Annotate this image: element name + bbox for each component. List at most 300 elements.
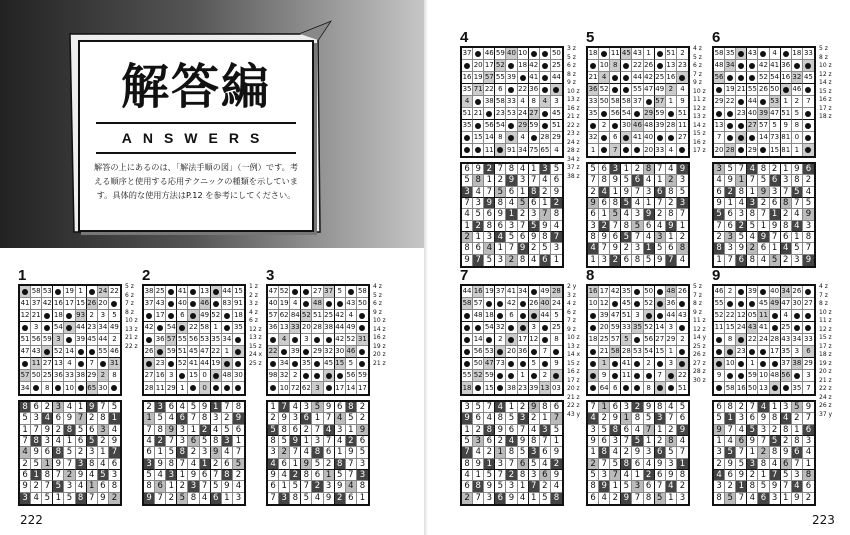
- answer-cell: 9: [76, 470, 87, 481]
- given-dot: [716, 337, 722, 343]
- given-dot: [44, 349, 50, 355]
- order-cell: 25: [599, 334, 610, 346]
- order-cell: 42: [758, 60, 769, 72]
- answer-cell: 8: [770, 447, 781, 458]
- puzzle-number: 6: [712, 29, 721, 46]
- order-cell: [621, 72, 632, 84]
- order-cell: 45: [87, 334, 98, 346]
- answer-cell: 5: [484, 255, 495, 266]
- technique-label: 16 z: [819, 96, 832, 103]
- given-dot: [508, 87, 514, 93]
- order-cell: [725, 370, 736, 382]
- answer-cell: 3: [770, 187, 781, 198]
- order-cell: 43: [677, 310, 688, 322]
- given-dot: [623, 63, 629, 69]
- page-number-left: 222: [20, 513, 43, 527]
- order-cell: [677, 144, 688, 156]
- order-cell: 53: [484, 346, 495, 358]
- technique-label: 12 z: [819, 325, 832, 333]
- answer-cell: 5: [655, 243, 666, 254]
- order-cell: 41: [621, 358, 632, 370]
- answer-cell: 4: [518, 164, 529, 175]
- answer-cell: 1: [20, 425, 31, 436]
- order-cell: [518, 310, 529, 322]
- answer-cell: 1: [335, 447, 346, 458]
- answer-cell: 8: [540, 402, 551, 413]
- given-dot: [783, 51, 789, 57]
- answer-cell: 4: [599, 493, 610, 504]
- order-cell: 3: [792, 346, 803, 358]
- answer-cell: 3: [792, 255, 803, 266]
- answer-cell: 3: [98, 425, 109, 436]
- answer-cell: 1: [599, 402, 610, 413]
- given-dot: [772, 361, 778, 367]
- answer-cell: 8: [599, 447, 610, 458]
- answer-cell: 1: [551, 436, 562, 447]
- solving-order-grid: [712, 46, 816, 158]
- order-cell: [621, 132, 632, 144]
- answer-cell: 3: [770, 493, 781, 504]
- order-cell: 11: [155, 382, 166, 394]
- order-cell: [64, 334, 75, 346]
- order-cell: 7: [806, 383, 811, 392]
- answer-cell: 1: [211, 402, 222, 413]
- answer-cell: 9: [144, 493, 155, 504]
- given-dot: [303, 289, 309, 295]
- order-cell: [736, 72, 747, 84]
- given-dot: [531, 373, 537, 379]
- order-cell: [621, 60, 632, 72]
- answer-cell: 5: [792, 243, 803, 254]
- order-cell: 0: [792, 132, 803, 144]
- order-cell: [758, 358, 769, 370]
- order-cell: 22: [632, 60, 643, 72]
- given-dot: [235, 349, 241, 355]
- given-dot: [190, 289, 196, 295]
- given-dot: [760, 51, 766, 57]
- order-cell: 0: [200, 370, 211, 382]
- given-dot: [359, 325, 365, 331]
- answer-cell: 1: [677, 221, 688, 232]
- answer-cell: 4: [200, 493, 211, 504]
- answer-cell: 5: [473, 402, 484, 413]
- answer-cell: 9: [506, 493, 517, 504]
- order-cell: 19: [725, 84, 736, 96]
- answer-cell: 5: [792, 187, 803, 198]
- technique-label: 15 z: [567, 359, 580, 367]
- technique-label: 10 z: [567, 87, 580, 95]
- order-cell: 15: [335, 358, 346, 370]
- order-cell: 9: [714, 370, 725, 382]
- given-dot: [805, 147, 811, 153]
- order-cell: 40: [747, 108, 758, 120]
- order-cell: 2: [677, 334, 688, 346]
- given-dot: [738, 337, 744, 343]
- order-cell: [803, 108, 814, 120]
- order-cell: 11: [758, 310, 769, 322]
- given-dot: [634, 111, 640, 117]
- answer-cell: 2: [518, 402, 529, 413]
- order-cell: 73: [770, 132, 781, 144]
- order-cell: 22: [725, 96, 736, 108]
- answer-cell: 5: [357, 447, 368, 458]
- order-cell: 37: [31, 298, 42, 310]
- answer-cell: 4: [335, 413, 346, 424]
- answer-cell: 5: [714, 413, 725, 424]
- answer-cell: 8: [166, 459, 177, 470]
- answer-cell: 4: [792, 221, 803, 232]
- answer-cell: 2: [155, 436, 166, 447]
- answer-cell: 6: [268, 481, 279, 492]
- order-cell: 38: [76, 370, 87, 382]
- order-cell: 56: [610, 108, 621, 120]
- order-cell: [155, 346, 166, 358]
- order-cell: 32: [279, 370, 290, 382]
- answer-cell: 1: [188, 425, 199, 436]
- order-cell: [268, 382, 279, 394]
- answer-cell: 2: [188, 447, 199, 458]
- order-cell: 26: [792, 286, 803, 298]
- answer-cell: 4: [621, 470, 632, 481]
- answer-grid: [460, 400, 564, 506]
- given-dot: [520, 361, 526, 367]
- order-cell: [666, 132, 677, 144]
- answer-cell: 7: [506, 459, 517, 470]
- order-cell: 8: [42, 382, 53, 394]
- order-cell: 3: [529, 322, 540, 334]
- answer-cell: 2: [666, 425, 677, 436]
- technique-label: 7 z: [819, 291, 828, 299]
- order-cell: 45: [621, 298, 632, 310]
- answer-cell: 7: [781, 187, 792, 198]
- answer-cell: 2: [803, 175, 814, 186]
- order-cell: 25: [781, 322, 792, 334]
- puzzle-number: 5: [586, 29, 595, 46]
- order-cell: [495, 370, 506, 382]
- answer-cell: 9: [803, 255, 814, 266]
- order-cell: 58: [462, 298, 473, 310]
- answer-cell: 4: [588, 413, 599, 424]
- answer-cell: 3: [714, 447, 725, 458]
- order-cell: 52: [177, 358, 188, 370]
- answer-cell: 7: [144, 425, 155, 436]
- technique-label: 7 z: [693, 70, 702, 78]
- order-cell: [473, 96, 484, 108]
- technique-label: 26 z: [819, 402, 832, 409]
- answer-cell: 4: [621, 209, 632, 220]
- given-dot: [224, 325, 230, 331]
- order-cell: 84: [290, 310, 301, 322]
- answer-cell: 7: [268, 493, 279, 504]
- order-cell: 35: [588, 108, 599, 120]
- technique-label: 17 z: [819, 104, 832, 112]
- order-cell: 22: [518, 84, 529, 96]
- answer-cell: 7: [714, 221, 725, 232]
- order-cell: [462, 322, 473, 334]
- order-cell: 39: [758, 108, 769, 120]
- order-cell: [290, 358, 301, 370]
- order-cell: 30: [233, 370, 244, 382]
- order-cell: 3: [666, 322, 677, 334]
- technique-label: 16 z: [373, 334, 386, 341]
- answer-cell: 4: [792, 481, 803, 492]
- answer-cell: 3: [109, 470, 120, 481]
- title-rule-top: [96, 122, 296, 124]
- answer-cell: 4: [462, 209, 473, 220]
- answer-cell: 2: [666, 175, 677, 186]
- answer-cell: 3: [484, 493, 495, 504]
- order-cell: 27: [42, 358, 53, 370]
- answer-cell: 1: [177, 470, 188, 481]
- order-cell: 44: [462, 286, 473, 298]
- order-cell: 3: [31, 322, 42, 334]
- order-cell: 57: [484, 72, 495, 84]
- answer-cell: 6: [484, 209, 495, 220]
- answer-cell: 2: [346, 436, 357, 447]
- order-cell: [312, 370, 323, 382]
- given-dot: [44, 325, 50, 331]
- answer-cell: 4: [335, 436, 346, 447]
- answer-cell: 6: [599, 164, 610, 175]
- answer-cell: 2: [655, 209, 666, 220]
- order-cell: 50: [599, 96, 610, 108]
- order-cell: 37: [632, 96, 643, 108]
- answer-cell: 7: [53, 470, 64, 481]
- answer-cell: 3: [144, 459, 155, 470]
- given-dot: [749, 301, 755, 307]
- answer-cell: 6: [644, 221, 655, 232]
- answer-cell: 6: [803, 164, 814, 175]
- answer-cell: 5: [53, 481, 64, 492]
- given-dot: [100, 361, 106, 367]
- order-cell: 28: [144, 382, 155, 394]
- answer-cell: 8: [473, 481, 484, 492]
- order-cell: [279, 346, 290, 358]
- given-dot: [738, 361, 744, 367]
- answer-cell: 1: [324, 470, 335, 481]
- given-dot: [497, 301, 503, 307]
- answer-cell: 3: [655, 232, 666, 243]
- given-dot: [337, 301, 343, 307]
- order-cell: 8: [610, 60, 621, 72]
- order-cell: 23: [155, 358, 166, 370]
- order-cell: [473, 382, 484, 394]
- given-dot: [634, 147, 640, 153]
- order-cell: 51: [677, 383, 687, 392]
- given-dot: [590, 313, 596, 319]
- order-cell: 4: [599, 72, 610, 84]
- answer-cell: 9: [803, 402, 814, 413]
- answer-cell: 7: [736, 447, 747, 458]
- answer-cell: 3: [20, 493, 31, 504]
- answer-cell: 2: [200, 425, 211, 436]
- given-dot: [738, 301, 744, 307]
- order-cell: 51: [20, 334, 31, 346]
- order-cell: 39: [747, 286, 758, 298]
- order-cell: 53: [770, 96, 781, 108]
- answer-cell: 5: [725, 493, 736, 504]
- order-cell: 34: [725, 60, 736, 72]
- given-dot: [179, 373, 185, 379]
- given-dot: [783, 385, 789, 391]
- order-cell: [803, 286, 814, 298]
- order-cell: 33: [803, 334, 814, 346]
- given-dot: [760, 349, 766, 355]
- order-cell: 55: [632, 84, 643, 96]
- order-cell: 25: [324, 310, 335, 322]
- order-cell: 5: [335, 286, 346, 298]
- answer-cell: 4: [551, 221, 562, 232]
- answer-cell: 3: [529, 447, 540, 458]
- answer-cell: 4: [188, 459, 199, 470]
- answer-cell: 2: [268, 413, 279, 424]
- technique-label: 18 z: [819, 351, 832, 358]
- order-cell: 47: [610, 310, 621, 322]
- order-cell: 27: [144, 370, 155, 382]
- technique-label: 7 z: [125, 300, 134, 307]
- answer-cell: 9: [540, 221, 551, 232]
- answer-cell: 2: [312, 481, 323, 492]
- order-cell: [736, 120, 747, 132]
- order-cell: 1: [781, 96, 792, 108]
- answer-cell: 4: [473, 187, 484, 198]
- order-cell: 18: [484, 310, 495, 322]
- order-cell: 42: [335, 310, 346, 322]
- order-cell: [736, 48, 747, 60]
- given-dot: [634, 385, 640, 391]
- order-cell: 4: [346, 310, 357, 322]
- technique-label: 12 z: [819, 70, 832, 78]
- answer-cell: 7: [599, 459, 610, 470]
- order-cell: [632, 108, 643, 120]
- order-cell: 45: [551, 108, 562, 120]
- given-dot: [55, 289, 61, 295]
- answer-cell: 5: [540, 243, 551, 254]
- answer-cell: 2: [781, 436, 792, 447]
- order-cell: 42: [506, 298, 517, 310]
- order-cell: 49: [200, 310, 211, 322]
- order-cell: [540, 72, 551, 84]
- order-cell: [551, 370, 562, 382]
- answer-cell: 6: [177, 413, 188, 424]
- order-cell: 3: [666, 358, 677, 370]
- answer-cell: 6: [324, 447, 335, 458]
- order-cell: 11: [31, 358, 42, 370]
- book-gutter: [424, 0, 428, 535]
- given-dot: [111, 385, 117, 391]
- given-dot: [146, 337, 152, 343]
- answer-cell: 6: [155, 481, 166, 492]
- answer-cell: 5: [233, 459, 244, 470]
- order-cell: 37: [144, 298, 155, 310]
- technique-label: 21 z: [125, 334, 138, 341]
- answer-cell: 9: [610, 413, 621, 424]
- order-cell: 34: [781, 286, 792, 298]
- order-cell: 58: [31, 286, 42, 298]
- order-cell: 24: [518, 108, 529, 120]
- given-dot: [542, 63, 548, 69]
- given-dot: [464, 147, 470, 153]
- order-cell: 8: [644, 382, 655, 394]
- order-cell: 57: [473, 298, 484, 310]
- technique-label: 1 z: [249, 283, 258, 290]
- answer-cell: 5: [42, 493, 53, 504]
- order-cell: 16: [473, 286, 484, 298]
- answer-cell: 3: [279, 493, 290, 504]
- order-cell: 4: [781, 310, 792, 322]
- order-cell: 32: [792, 72, 803, 84]
- answer-cell: 2: [540, 187, 551, 198]
- technique-label: 28 z: [567, 147, 580, 154]
- order-cell: 25: [42, 370, 53, 382]
- given-dot: [794, 63, 800, 69]
- given-dot: [314, 373, 320, 379]
- given-dot: [749, 349, 755, 355]
- answer-cell: 2: [747, 470, 758, 481]
- answer-cell: 9: [736, 243, 747, 254]
- order-cell: [506, 132, 517, 144]
- order-cell: [725, 120, 736, 132]
- given-dot: [727, 301, 733, 307]
- order-cell: 36: [518, 346, 529, 358]
- order-cell: 26: [144, 346, 155, 358]
- solving-order-grid: [18, 284, 122, 396]
- order-cell: 1: [666, 346, 677, 358]
- answer-cell: 7: [20, 436, 31, 447]
- order-cell: 49: [540, 286, 551, 298]
- technique-label: 12 z: [693, 325, 706, 333]
- order-cell: 1: [588, 144, 599, 156]
- given-dot: [542, 75, 548, 81]
- order-cell: 16: [53, 298, 64, 310]
- order-cell: [357, 310, 368, 322]
- order-cell: 33: [588, 96, 599, 108]
- answer-cell: 5: [98, 470, 109, 481]
- order-cell: 39: [290, 346, 301, 358]
- order-cell: 13: [540, 382, 551, 394]
- answer-cell: 8: [529, 187, 540, 198]
- order-cell: 46: [109, 346, 120, 358]
- answer-cell: 5: [20, 413, 31, 424]
- order-cell: 1: [644, 48, 655, 60]
- order-cell: [222, 322, 233, 334]
- order-cell: 50: [644, 286, 655, 298]
- given-dot: [542, 337, 548, 343]
- given-dot: [657, 289, 663, 295]
- order-cell: [540, 120, 551, 132]
- order-cell: 1: [792, 144, 803, 156]
- answer-cell: 4: [529, 425, 540, 436]
- answer-cell: 5: [736, 232, 747, 243]
- answer-cell: 5: [87, 436, 98, 447]
- order-cell: 03: [551, 383, 561, 392]
- answer-cell: 9: [53, 459, 64, 470]
- order-cell: 52: [279, 286, 290, 298]
- order-cell: 45: [621, 48, 632, 60]
- answer-cell: 1: [655, 425, 666, 436]
- given-dot: [464, 337, 470, 343]
- order-cell: [677, 358, 688, 370]
- answer-cell: 2: [506, 255, 517, 266]
- order-cell: [781, 382, 792, 394]
- order-cell: [268, 334, 279, 346]
- answer-cell: 1: [473, 232, 484, 243]
- order-cell: [610, 298, 621, 310]
- answer-cell: 1: [714, 436, 725, 447]
- answer-cell: 1: [610, 481, 621, 492]
- technique-label: 3 z: [567, 45, 576, 52]
- technique-list: [249, 284, 262, 369]
